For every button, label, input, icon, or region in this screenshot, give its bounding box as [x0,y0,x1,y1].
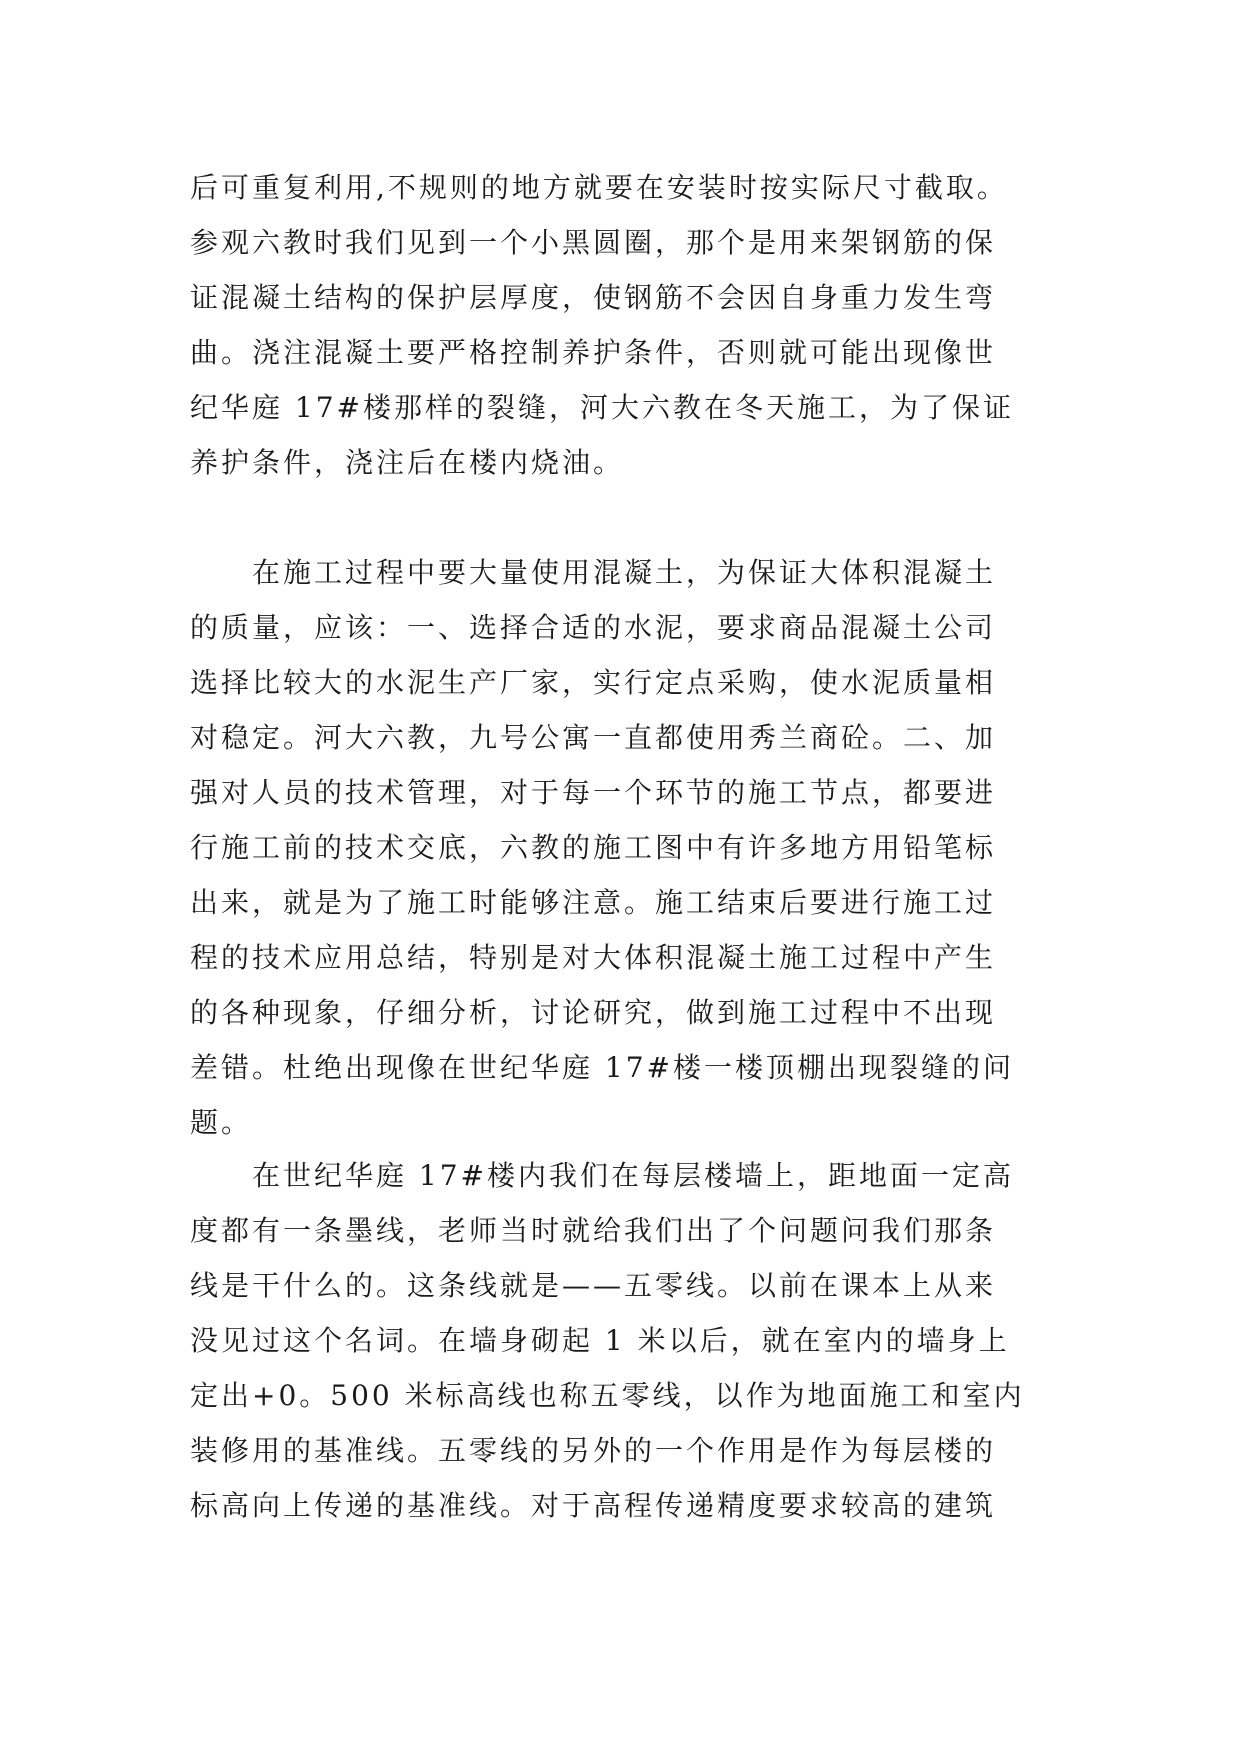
paragraph-line: 在世纪华庭 17#楼内我们在每层楼墙上，距地面一定高 [252,1159,1014,1192]
paragraph-3 [190,1148,1060,1533]
paragraph-line: 装修用的基准线。五零线的另外的一个作用是作为每层楼的 [190,1434,997,1467]
paragraph-line: 程的技术应用总结，特别是对大体积混凝土施工过程中产生 [190,941,997,974]
paragraph-line: 养护条件，浇注后在楼内烧油。 [190,446,625,479]
paragraph-line: 标高向上传递的基准线。对于高程传递精度要求较高的建筑 [190,1489,997,1522]
paragraph-line: 题。 [190,1106,253,1139]
paragraph-line: 的各种现象，仔细分析，讨论研究，做到施工过程中不出现 [190,996,997,1029]
paragraph-line: 证混凝土结构的保护层厚度，使钢筋不会因自身重力发生弯 [190,281,997,314]
paragraph-line: 出来，就是为了施工时能够注意。施工结束后要进行施工过 [190,886,997,919]
paragraph-line: 对稳定。河大六教，九号公寓一直都使用秀兰商砼。二、加 [190,721,997,754]
paragraph-line: 定出+0。500 米标高线也称五零线，以作为地面施工和室内 [190,1379,1025,1412]
paragraph-line: 度都有一条墨线，老师当时就给我们出了个问题问我们那条 [190,1214,997,1247]
paragraph-line: 纪华庭 17#楼那样的裂缝，河大六教在冬天施工，为了保证 [190,391,1014,424]
paragraph-line: 参观六教时我们见到一个小黑圆圈，那个是用来架钢筋的保 [190,226,997,259]
paragraph-line: 没见过这个名词。在墙身砌起 1 米以后，就在室内的墙身上 [190,1324,1010,1357]
paragraph-line: 线是干什么的。这条线就是——五零线。以前在课本上从来 [190,1269,997,1302]
paragraph-line: 在施工过程中要大量使用混凝土，为保证大体积混凝土 [252,556,997,589]
paragraph-line: 的质量，应该：一、选择合适的水泥，要求商品混凝土公司 [190,611,997,644]
paragraph-2 [190,545,1060,1150]
paragraph-line: 行施工前的技术交底，六教的施工图中有许多地方用铅笔标 [190,831,997,864]
paragraph-line: 强对人员的技术管理，对于每一个环节的施工节点，都要进 [190,776,997,809]
paragraph-line: 曲。浇注混凝土要严格控制养护条件，否则就可能出现像世 [190,336,997,369]
paragraph-1 [190,160,1060,490]
paragraph-line: 选择比较大的水泥生产厂家，实行定点采购，使水泥质量相 [190,666,997,699]
paragraph-line: 差错。杜绝出现像在世纪华庭 17#楼一楼顶棚出现裂缝的问 [190,1051,1014,1084]
paragraph-line: 后可重复利用,不规则的地方就要在安装时按实际尺寸截取。 [190,171,1008,204]
